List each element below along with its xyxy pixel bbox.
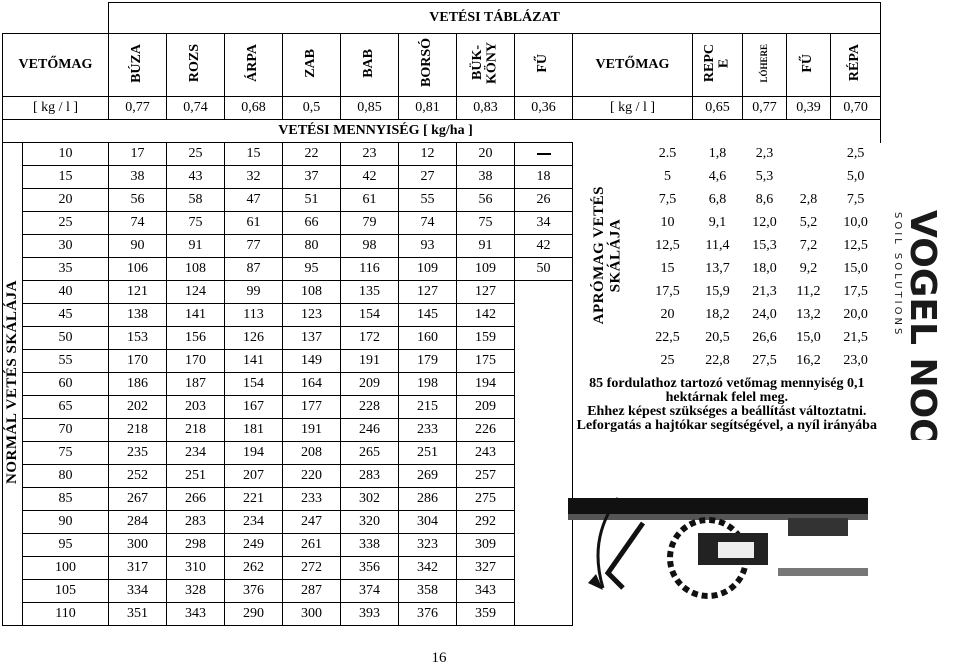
table-row — [3, 235, 881, 258]
fine-seed-rate-value: 15,9 — [705, 284, 730, 299]
seed-rate-value: 95 — [283, 258, 341, 281]
seed-rate-value: 116 — [341, 258, 399, 281]
seed-rate-value: 170 — [109, 350, 167, 373]
fine-seed-rate-value: 5,2 — [799, 215, 818, 230]
seed-rate-value: 17 — [109, 143, 167, 166]
seed-rate-value: 356 — [341, 557, 399, 580]
seed-rate-value: 74 — [109, 212, 167, 235]
seed-rate-value: 376 — [225, 580, 283, 603]
seed-rate-value: 38 — [109, 166, 167, 189]
calibration-note-text: 85 fordulathoz tartozó vetőmag mennyiség 0,1 hektárnak felel meg. Ehhez képest szükséges a beállítást változtatni. Leforgatás a hajtókar segítségével, a nyíl irányába — [576, 375, 877, 433]
seed-rate-value: 113 — [225, 304, 283, 327]
fine-seed-column-label: RÉPA — [847, 44, 863, 82]
seed-rate-value: 154 — [225, 373, 283, 396]
seed-rate-value: 290 — [225, 603, 283, 626]
seed-rate-value: 257 — [457, 465, 515, 488]
seed-rate-value: 343 — [457, 580, 515, 603]
seed-rate-value: 218 — [109, 419, 167, 442]
seed-rate-value: 300 — [283, 603, 341, 626]
fine-scale-value: 20 — [660, 307, 675, 322]
scale-value: 95 — [23, 534, 109, 557]
fine-seed-column-header — [693, 34, 743, 97]
fine-seed-rate-value: 8,6 — [755, 192, 774, 207]
seed-rate-value: 127 — [457, 281, 515, 304]
seed-rate-value — [515, 350, 573, 373]
seed-rate-value: 198 — [399, 373, 457, 396]
logo-brand-text: VOGEL NOOT — [902, 210, 943, 440]
fine-seed-rate-value: 12,0 — [752, 215, 777, 230]
seed-rate-value: 351 — [109, 603, 167, 626]
seed-rate-value: 142 — [457, 304, 515, 327]
seed-rate-value: 37 — [283, 166, 341, 189]
fine-seed-rate-value: 5,3 — [755, 169, 774, 184]
table-row — [3, 166, 881, 189]
page-number: 16 — [431, 650, 447, 666]
fine-scale-value: 12,5 — [655, 238, 680, 253]
fine-seed-column-header — [831, 34, 881, 97]
seed-rate-value: 218 — [167, 419, 225, 442]
seed-rate-value: 286 — [399, 488, 457, 511]
seed-rate-value: 359 — [457, 603, 515, 626]
seed-rate-value: 56 — [457, 189, 515, 212]
fine-seed-column-header — [787, 34, 831, 97]
seed-rate-value: 272 — [283, 557, 341, 580]
seed-column-label: BORSÓ — [419, 38, 435, 88]
seed-rate-value: 77 — [225, 235, 283, 258]
seed-rate-value: 167 — [225, 396, 283, 419]
seed-rate-value — [515, 396, 573, 419]
fine-seed-rate-value: 15,3 — [752, 238, 777, 253]
seed-rate-value: 226 — [457, 419, 515, 442]
seed-column-label: ÁRPA — [245, 44, 261, 82]
seed-rate-value: 58 — [167, 189, 225, 212]
seed-rate-value: 20 — [457, 143, 515, 166]
seed-rate-value — [515, 304, 573, 327]
fine-seed-rate-value — [787, 143, 831, 166]
seed-rate-value: 55 — [399, 189, 457, 212]
seed-column-label: FŰ — [535, 53, 551, 73]
seed-rate-value: 191 — [283, 419, 341, 442]
seed-rate-value: 228 — [341, 396, 399, 419]
fine-seed-rate-value: 21,5 — [843, 330, 868, 345]
seed-column-label: BÚZA — [129, 43, 145, 83]
seed-rate-value: 61 — [341, 189, 399, 212]
seed-rate-value: 141 — [225, 350, 283, 373]
seed-rate-value: 87 — [225, 258, 283, 281]
seed-rate-value: 310 — [167, 557, 225, 580]
seed-rate-value: 186 — [109, 373, 167, 396]
fine-seed-rate-value: 15,0 — [796, 330, 821, 345]
fine-seed-rate-value: 16,2 — [796, 353, 821, 368]
seed-rate-value: 138 — [109, 304, 167, 327]
seed-rate-value: 267 — [109, 488, 167, 511]
seed-rate-value: 175 — [457, 350, 515, 373]
seed-rate-value: 334 — [109, 580, 167, 603]
seed-column-label: BÜK- KÖNY — [469, 42, 500, 84]
fine-scale-value: 22,5 — [655, 330, 680, 345]
seed-rate-value: 154 — [341, 304, 399, 327]
seed-rate-value: 327 — [457, 557, 515, 580]
seed-rate-value: 342 — [399, 557, 457, 580]
seed-drill-illustration — [548, 478, 876, 620]
seed-rate-value: 47 — [225, 189, 283, 212]
seed-rate-value: 246 — [341, 419, 399, 442]
scale-value: 105 — [23, 580, 109, 603]
table-row — [3, 212, 881, 235]
scale-value: 25 — [23, 212, 109, 235]
seed-rate-value: 243 — [457, 442, 515, 465]
seed-rate-value: 61 — [225, 212, 283, 235]
fine-density-value: 0,39 — [787, 97, 831, 120]
fine-seed-rate-value: 17,5 — [843, 284, 868, 299]
density-value: 0,74 — [167, 97, 225, 120]
fine-scale-value: 15 — [660, 261, 675, 276]
right-unit-label: [ kg / l ] — [573, 97, 693, 120]
logo-tagline: SOIL SOLUTIONS — [893, 212, 903, 338]
table-row — [3, 258, 881, 281]
seed-rate-value: 43 — [167, 166, 225, 189]
table-row — [3, 189, 881, 212]
seed-rate-value: 374 — [341, 580, 399, 603]
fine-seed-rate-value: 13,2 — [796, 307, 821, 322]
fine-scale-value: 5 — [664, 169, 671, 184]
seed-rate-value: 194 — [457, 373, 515, 396]
scale-value: 55 — [23, 350, 109, 373]
seed-rate-value: 208 — [283, 442, 341, 465]
seed-rate-value: 338 — [341, 534, 399, 557]
density-value: 0,77 — [109, 97, 167, 120]
fine-seed-rate-value: 2,3 — [755, 146, 774, 161]
scale-value: 15 — [23, 166, 109, 189]
seed-rate-value: 323 — [399, 534, 457, 557]
fine-seed-rate-value: 27,5 — [752, 353, 777, 368]
seed-rate-value: 123 — [283, 304, 341, 327]
seed-rate-value: 191 — [341, 350, 399, 373]
seed-rate-value: 181 — [225, 419, 283, 442]
seed-column-header — [515, 34, 573, 97]
vogel-noot-logo — [893, 210, 953, 440]
fine-seed-rate-value: 9,2 — [799, 261, 818, 276]
fine-seed-column-label: REPC E — [701, 43, 732, 83]
seed-rate-value: 269 — [399, 465, 457, 488]
seed-rate-value: 209 — [457, 396, 515, 419]
fine-seed-rate-value: 23,0 — [843, 353, 868, 368]
fine-density-value: 0,65 — [693, 97, 743, 120]
fine-scale-value: 25 — [660, 353, 675, 368]
seed-rate-value: 287 — [283, 580, 341, 603]
seed-rate-value: 309 — [457, 534, 515, 557]
seed-rate-value: 284 — [109, 511, 167, 534]
seed-rate-value — [515, 442, 573, 465]
seed-column-header — [399, 34, 457, 97]
empty-dash-text — [551, 147, 552, 148]
seed-rate-value: 252 — [109, 465, 167, 488]
seed-rate-value: 109 — [399, 258, 457, 281]
fine-scale-value: 17,5 — [655, 284, 680, 299]
seed-column-header — [167, 34, 225, 97]
seed-rate-value: 50 — [515, 258, 573, 281]
seed-rate-value: 202 — [109, 396, 167, 419]
seed-rate-value: 343 — [167, 603, 225, 626]
left-unit-label: [ kg / l ] — [3, 97, 109, 120]
table-title: VETÉSI TÁBLÁZAT — [109, 3, 881, 34]
fine-seed-rate-value: 26,6 — [752, 330, 777, 345]
seed-column-header — [341, 34, 399, 97]
scale-value: 75 — [23, 442, 109, 465]
seed-rate-value: 75 — [167, 212, 225, 235]
fine-seed-rate-value — [787, 166, 831, 189]
seed-rate-value: 108 — [167, 258, 225, 281]
seeding-quantity-subheader: VETÉSI MENNYISÉG [ kg/ha ] — [278, 123, 473, 138]
seed-rate-value: 376 — [399, 603, 457, 626]
fine-seed-rate-value: 22,8 — [705, 353, 730, 368]
seed-rate-value: 91 — [457, 235, 515, 258]
seed-rate-value: 194 — [225, 442, 283, 465]
seed-rate-value: 275 — [457, 488, 515, 511]
fine-seed-rate-value: 20,5 — [705, 330, 730, 345]
seed-rate-value: 160 — [399, 327, 457, 350]
seed-rate-value: 108 — [283, 281, 341, 304]
fine-seed-rate-value: 6,8 — [708, 192, 727, 207]
seed-rate-value — [515, 143, 573, 166]
seed-rate-value: 170 — [167, 350, 225, 373]
density-value: 0,5 — [283, 97, 341, 120]
seed-rate-value: 141 — [167, 304, 225, 327]
table-row — [3, 350, 881, 373]
seed-rate-value: 124 — [167, 281, 225, 304]
seed-rate-value: 320 — [341, 511, 399, 534]
seed-rate-value — [515, 419, 573, 442]
normal-scale-label: NORMÁL VETÉS SKÁLÁJA — [4, 280, 21, 484]
seed-rate-value — [515, 373, 573, 396]
fine-seed-rate-value: 11,2 — [796, 284, 821, 299]
seed-rate-value: 74 — [399, 212, 457, 235]
fine-density-value: 0,77 — [743, 97, 787, 120]
seed-rate-value: 106 — [109, 258, 167, 281]
scale-value: 60 — [23, 373, 109, 396]
seed-column-label: BAB — [361, 48, 377, 78]
seed-rate-value: 207 — [225, 465, 283, 488]
seed-rate-value: 23 — [341, 143, 399, 166]
seed-rate-value: 283 — [341, 465, 399, 488]
scale-value: 85 — [23, 488, 109, 511]
seed-rate-value: 235 — [109, 442, 167, 465]
scale-value: 50 — [23, 327, 109, 350]
seed-rate-value: 98 — [341, 235, 399, 258]
seed-rate-value — [515, 327, 573, 350]
seed-rate-value: 220 — [283, 465, 341, 488]
seed-rate-value: 159 — [457, 327, 515, 350]
seed-rate-value: 15 — [225, 143, 283, 166]
seed-rate-value: 22 — [283, 143, 341, 166]
seed-rate-value — [515, 281, 573, 304]
seed-rate-value: 99 — [225, 281, 283, 304]
seed-rate-value: 109 — [457, 258, 515, 281]
seed-rate-value: 328 — [167, 580, 225, 603]
seed-rate-value: 34 — [515, 212, 573, 235]
fine-seed-column-label: FŰ — [800, 53, 816, 73]
table-row — [3, 143, 881, 166]
seed-rate-value: 283 — [167, 511, 225, 534]
seed-rate-value: 304 — [399, 511, 457, 534]
scale-value: 90 — [23, 511, 109, 534]
fine-seed-rate-value: 15,0 — [843, 261, 868, 276]
seed-rate-value: 156 — [167, 327, 225, 350]
seed-rate-value: 292 — [457, 511, 515, 534]
fine-seed-rate-value: 9,1 — [708, 215, 727, 230]
seed-rate-value: 25 — [167, 143, 225, 166]
seed-rate-value: 164 — [283, 373, 341, 396]
scale-value: 80 — [23, 465, 109, 488]
seed-rate-value: 26 — [515, 189, 573, 212]
seed-rate-value: 302 — [341, 488, 399, 511]
seed-rate-value: 251 — [399, 442, 457, 465]
empty-dash — [537, 153, 551, 155]
density-value: 0,85 — [341, 97, 399, 120]
seed-rate-value: 91 — [167, 235, 225, 258]
fine-scale-value: 7,5 — [658, 192, 677, 207]
seed-rate-value: 56 — [109, 189, 167, 212]
seed-column-header — [225, 34, 283, 97]
seed-rate-value: 38 — [457, 166, 515, 189]
fine-seed-rate-value: 13,7 — [705, 261, 730, 276]
seed-rate-value: 93 — [399, 235, 457, 258]
scale-value: 110 — [23, 603, 109, 626]
fine-scale-value: 10 — [660, 215, 675, 230]
fine-seed-rate-value: 10,0 — [843, 215, 868, 230]
seed-rate-value: 251 — [167, 465, 225, 488]
normal-scale-label-cell — [3, 143, 23, 626]
seed-rate-value: 261 — [283, 534, 341, 557]
seed-rate-value: 262 — [225, 557, 283, 580]
scale-value: 20 — [23, 189, 109, 212]
fine-seed-rate-value: 12,5 — [843, 238, 868, 253]
seed-rate-value: 127 — [399, 281, 457, 304]
seed-rate-value: 172 — [341, 327, 399, 350]
seed-rate-value: 358 — [399, 580, 457, 603]
seed-rate-value: 153 — [109, 327, 167, 350]
seed-rate-value: 265 — [341, 442, 399, 465]
seed-rate-value: 79 — [341, 212, 399, 235]
fine-seed-rate-value: 5,0 — [846, 169, 865, 184]
fine-seed-column-label: LÓHERE — [758, 43, 769, 83]
scale-value: 45 — [23, 304, 109, 327]
seed-rate-value: 66 — [283, 212, 341, 235]
seed-rate-value: 234 — [225, 511, 283, 534]
seed-column-header — [457, 34, 515, 97]
seed-rate-value: 393 — [341, 603, 399, 626]
seed-rate-value: 18 — [515, 166, 573, 189]
seed-rate-value: 42 — [515, 235, 573, 258]
seed-rate-value: 137 — [283, 327, 341, 350]
fine-seed-rate-value: 1,8 — [708, 146, 727, 161]
fine-scale-label: APRÓMAG VETÉS SKÁLÁJA — [591, 186, 624, 325]
fine-seed-rate-value: 2,5 — [846, 146, 865, 161]
scale-value: 40 — [23, 281, 109, 304]
fine-seed-column-header — [743, 34, 787, 97]
seed-rate-value: 90 — [109, 235, 167, 258]
seed-rate-value: 221 — [225, 488, 283, 511]
seed-rate-value: 12 — [399, 143, 457, 166]
seed-rate-value: 27 — [399, 166, 457, 189]
seed-rate-value: 215 — [399, 396, 457, 419]
seed-rate-value: 80 — [283, 235, 341, 258]
left-seed-label: VETŐMAG — [3, 34, 109, 97]
scale-value: 30 — [23, 235, 109, 258]
seed-rate-value: 32 — [225, 166, 283, 189]
fine-seed-rate-value: 2,8 — [799, 192, 818, 207]
scale-value: 10 — [23, 143, 109, 166]
table-row — [3, 327, 881, 350]
seed-rate-value: 187 — [167, 373, 225, 396]
seed-rate-value: 266 — [167, 488, 225, 511]
table-row — [3, 304, 881, 327]
fine-seed-rate-value: 20,0 — [843, 307, 868, 322]
fine-seed-rate-value: 7,2 — [799, 238, 818, 253]
density-value: 0,81 — [399, 97, 457, 120]
seed-rate-value: 300 — [109, 534, 167, 557]
fine-seed-rate-value: 21,3 — [752, 284, 777, 299]
seed-rate-value: 203 — [167, 396, 225, 419]
seed-column-header — [109, 34, 167, 97]
seed-rate-value: 51 — [283, 189, 341, 212]
scale-value: 35 — [23, 258, 109, 281]
seed-column-label: ZAB — [303, 48, 319, 78]
seed-rate-value: 234 — [167, 442, 225, 465]
seed-column-header — [283, 34, 341, 97]
fine-seed-rate-value: 18,2 — [705, 307, 730, 322]
fine-seed-rate-value: 18,0 — [752, 261, 777, 276]
fine-seed-rate-value: 4,6 — [708, 169, 727, 184]
seed-column-label: ROZS — [187, 43, 203, 83]
seed-rate-value: 247 — [283, 511, 341, 534]
table-row — [3, 281, 881, 304]
fine-seed-rate-value: 24,0 — [752, 307, 777, 322]
fine-scale-value: 2.5 — [658, 146, 677, 161]
seed-rate-value: 209 — [341, 373, 399, 396]
fine-density-value: 0,70 — [831, 97, 881, 120]
fine-scale-label-cell — [573, 143, 643, 373]
density-value: 0,36 — [515, 97, 573, 120]
seed-rate-value: 126 — [225, 327, 283, 350]
seed-rate-value: 149 — [283, 350, 341, 373]
seed-rate-value: 75 — [457, 212, 515, 235]
fine-seed-rate-value: 11,4 — [705, 238, 730, 253]
fine-seed-rate-value: 7,5 — [846, 192, 865, 207]
seed-rate-value: 233 — [283, 488, 341, 511]
right-seed-label: VETŐMAG — [573, 34, 693, 97]
seed-rate-value: 121 — [109, 281, 167, 304]
seed-rate-value: 177 — [283, 396, 341, 419]
table-row — [3, 373, 881, 396]
seed-rate-value: 179 — [399, 350, 457, 373]
density-value: 0,68 — [225, 97, 283, 120]
seed-rate-value: 135 — [341, 281, 399, 304]
density-value: 0,83 — [457, 97, 515, 120]
scale-value: 100 — [23, 557, 109, 580]
scale-value: 65 — [23, 396, 109, 419]
seed-rate-value: 42 — [341, 166, 399, 189]
seed-rate-value: 317 — [109, 557, 167, 580]
seed-rate-value: 233 — [399, 419, 457, 442]
seed-rate-value: 298 — [167, 534, 225, 557]
seed-rate-value: 145 — [399, 304, 457, 327]
scale-value: 70 — [23, 419, 109, 442]
seed-rate-value: 249 — [225, 534, 283, 557]
